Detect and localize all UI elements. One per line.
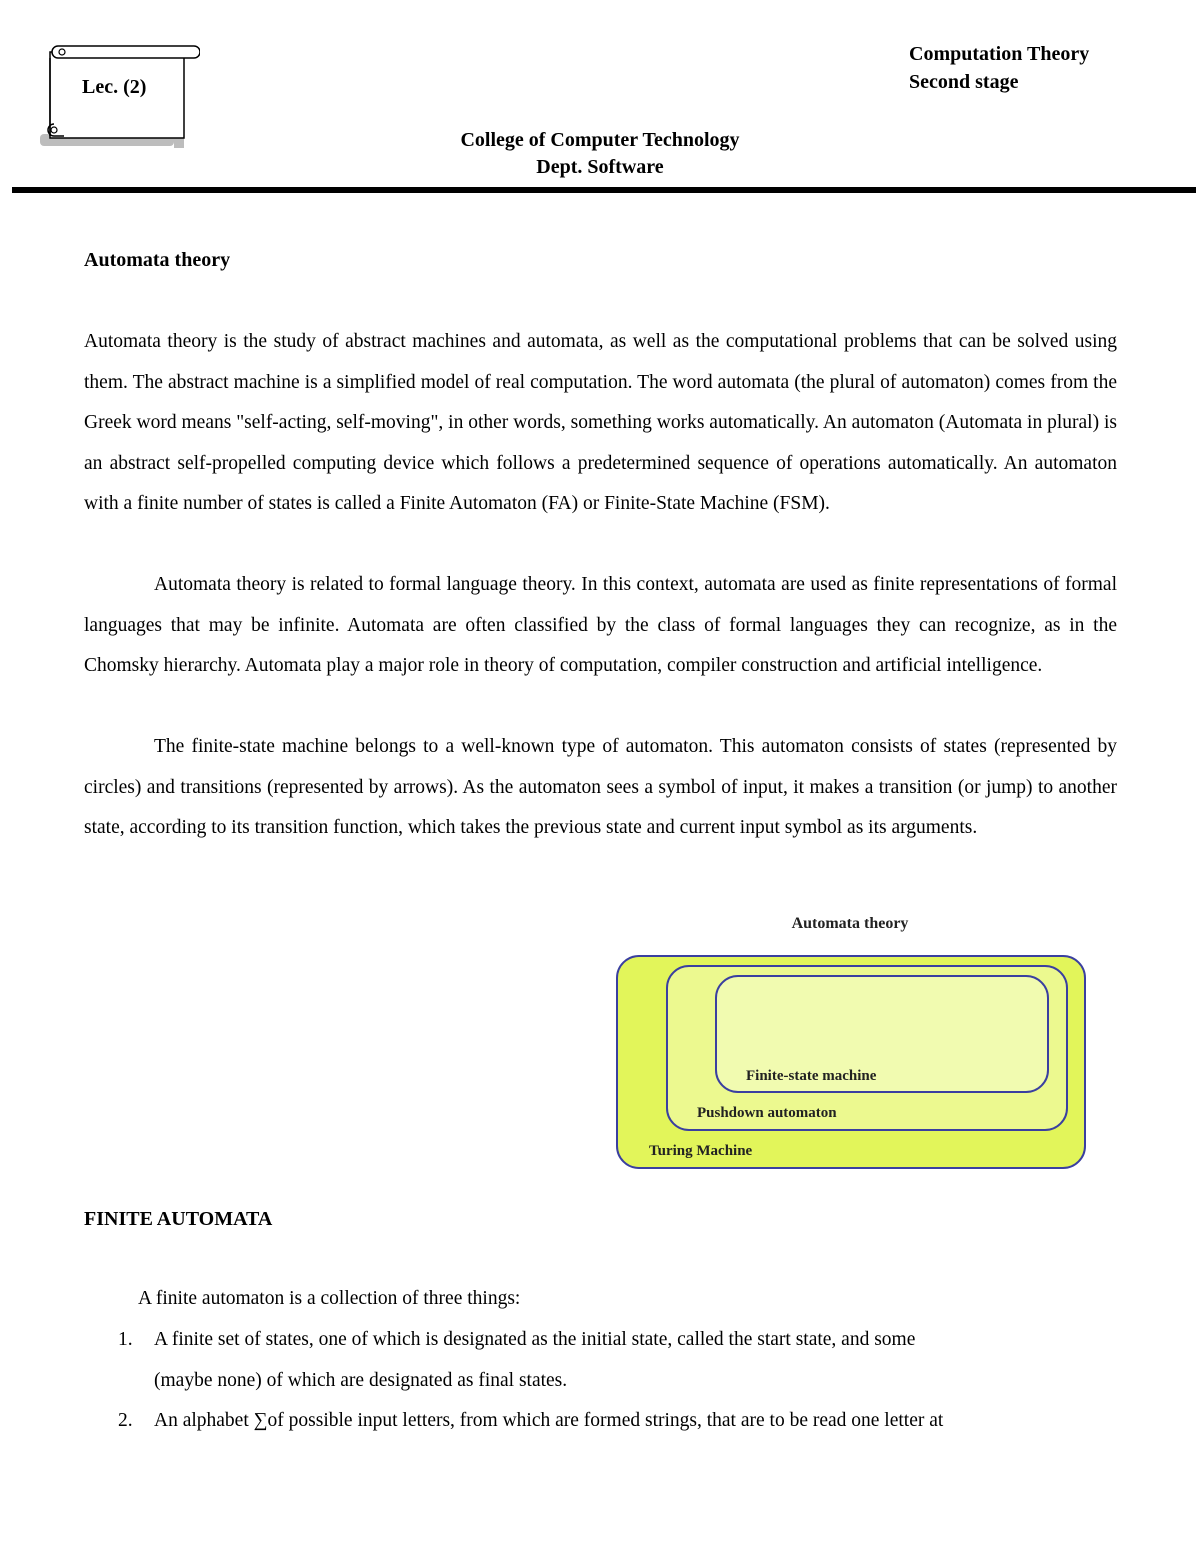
- diagram-title: Automata theory: [791, 915, 909, 932]
- list-intro: A finite automaton is a collection of three things:: [138, 1288, 521, 1309]
- paragraph-finite-state-machine: The finite-state machine belongs to a well-known type of automaton. This automaton consists of states (represented by circles) and transitions (represented by arrows). As the automaton sees a symbol of input, it makes a transition (or jump) to another state, according to its transition function, which takes the previous state and current input symbol as its arguments.: [84, 736, 1117, 838]
- lecture-number: Lec. (2): [82, 76, 147, 98]
- college-name: College of Computer Technology: [460, 129, 740, 151]
- course-stage: Second stage: [909, 71, 1019, 93]
- list-item-line: An alphabet ∑of possible input letters, from which are formed strings, that are to be read one letter at: [154, 1410, 944, 1431]
- list-item: [118, 1320, 1118, 1402]
- section-heading-automata-theory: Automata theory: [84, 249, 231, 271]
- automata-hierarchy-diagram: [612, 908, 1092, 1174]
- section-heading-finite-automata: FINITE AUTOMATA: [84, 1208, 273, 1230]
- turing-machine-label: Turing Machine: [649, 1143, 753, 1159]
- list-item-text: [154, 1320, 1114, 1401]
- list-item-line: A finite set of states, one of which is designated as the initial state, called the start state, and some: [154, 1329, 916, 1350]
- finite-state-machine-label: Finite-state machine: [746, 1068, 877, 1084]
- list-item: [118, 1401, 1118, 1442]
- list-item-number: 2.: [118, 1410, 133, 1431]
- list-item-line: (maybe none) of which are designated as final states.: [154, 1369, 568, 1391]
- pushdown-automaton-label: Pushdown automaton: [697, 1105, 837, 1121]
- paragraph-definition: Automata theory is the study of abstract machines and automata, as well as the computational problems that can be solved using them. The abstract machine is a simplified model of real computation. The word automata (the plural of automaton) comes from the Greek word means "self-acting, self-moving", in other words, something works automatically. An automaton (Automata in plural) is an abstract self-propelled computing device which follows a predetermined sequence of operations automatically. An automaton with a finite number of states is called a Finite Automaton (FA) or Finite-State Machine (FSM).: [84, 331, 1117, 514]
- list-item-number: 1.: [118, 1329, 133, 1350]
- paragraph-formal-language: Automata theory is related to formal language theory. In this context, automata are used as finite representations of formal languages that may be infinite. Automata are often classified by the class of formal languages they can recognize, as in the Chomsky hierarchy. Automata play a major role in theory of computation, compiler construction and artificial intelligence.: [84, 574, 1117, 676]
- course-info: [909, 40, 1089, 96]
- department-name: Dept. Software: [536, 156, 664, 178]
- course-title: Computation Theory: [909, 43, 1090, 65]
- institution-block: [0, 127, 1200, 181]
- list-item-text: [154, 1401, 1114, 1442]
- header-divider: [12, 187, 1196, 193]
